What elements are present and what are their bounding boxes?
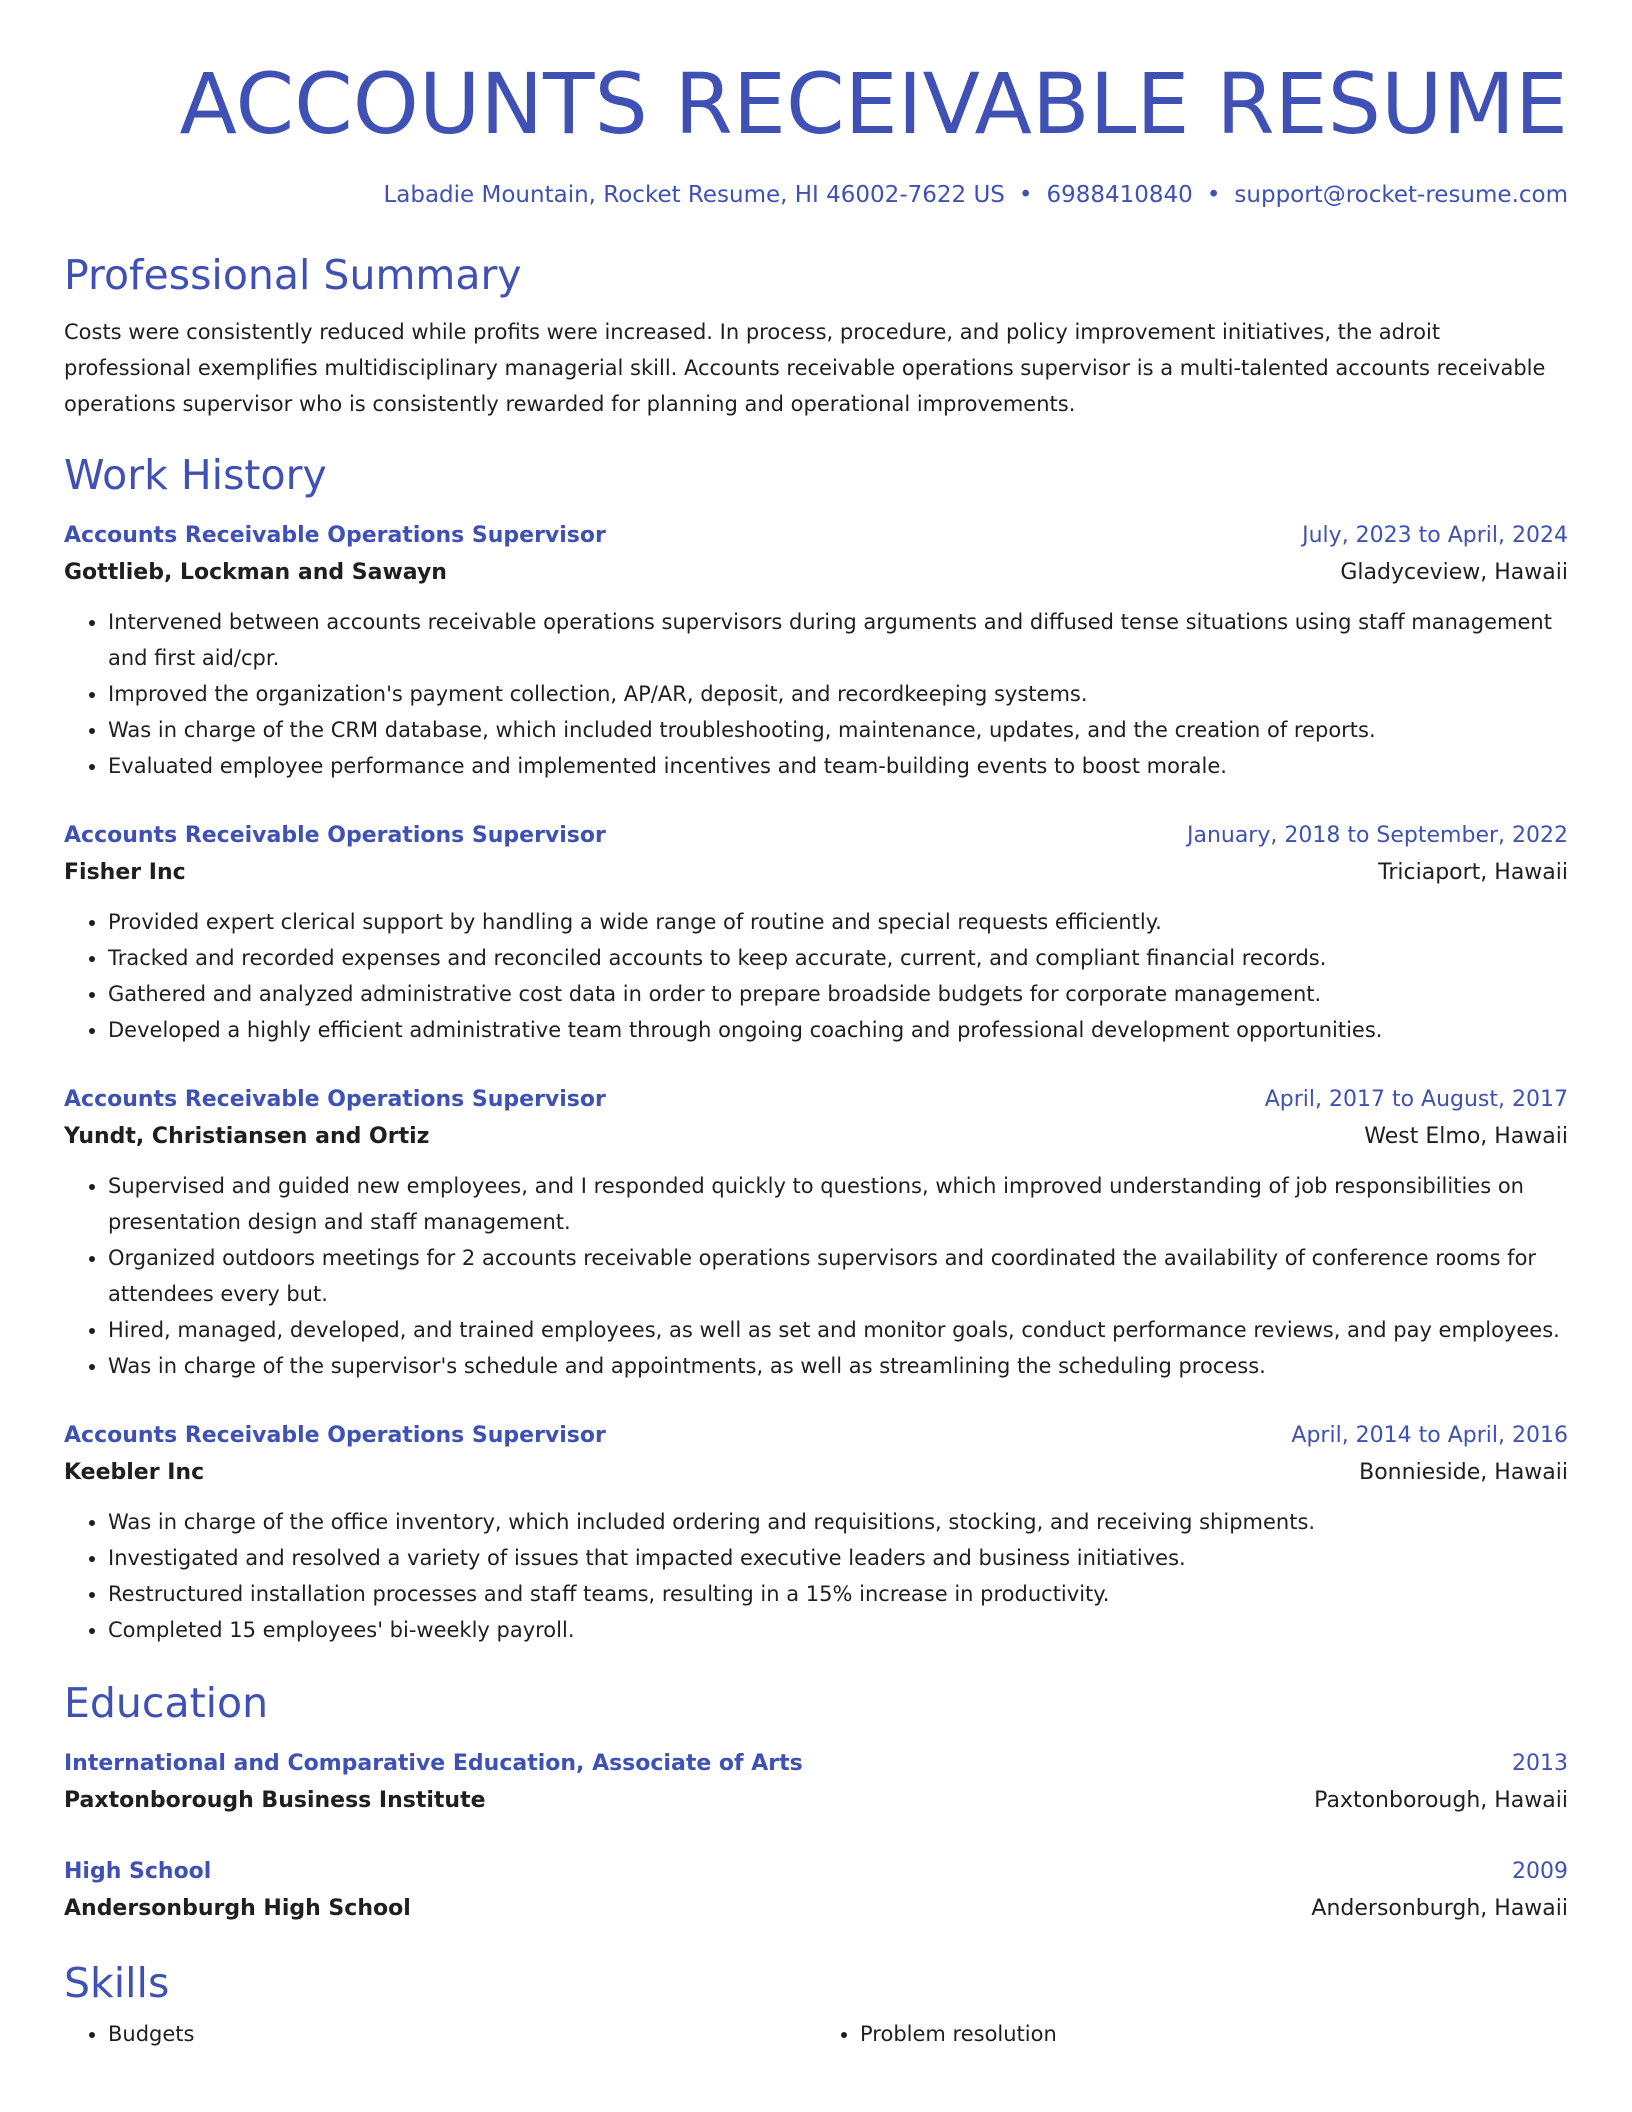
section-title-education: Education (64, 1679, 269, 1727)
job-bullet: • Provided expert clerical support by handling a wide range of routine and special requests efficiently. (108, 904, 1568, 940)
job-bullet: • Supervised and guided new employees, and I responded quickly to questions, which improved understanding of job responsibilities on presentation design and staff management. (108, 1168, 1568, 1240)
contact-email[interactable]: support@rocket-resume.com (1234, 182, 1568, 208)
education-school: Andersonburgh High School (64, 1896, 411, 1921)
job-bullet: • Evaluated employee performance and implemented incentives and team-building events to boost morale. (108, 748, 1568, 784)
job-bullet: • Was in charge of the supervisor's schedule and appointments, as well as streamlining the scheduling process. (108, 1348, 1568, 1384)
job-bullet: • Intervened between accounts receivable operations supervisors during arguments and diffused tense situations using staff management and first aid/cpr. (108, 604, 1568, 676)
education-degree: International and Comparative Education, Associate of Arts (64, 1751, 803, 1776)
job-entry (64, 1418, 1568, 1648)
education-school: Paxtonborough Business Institute (64, 1788, 486, 1813)
job-role: Accounts Receivable Operations Supervisor (64, 523, 606, 548)
job-bullets (64, 604, 1568, 784)
job-role: Accounts Receivable Operations Supervisor (64, 823, 606, 848)
job-location: Triciaport, Hawaii (1378, 860, 1568, 885)
job-dates: April, 2014 to April, 2016 (1291, 1423, 1568, 1448)
job-bullet: • Tracked and recorded expenses and reconciled accounts to keep accurate, current, and compliant financial records. (108, 940, 1568, 976)
resume-title: ACCOUNTS RECEIVABLE RESUME (179, 55, 1568, 153)
job-company: Keebler Inc (64, 1460, 205, 1485)
job-dates: January, 2018 to September, 2022 (1186, 823, 1568, 848)
job-bullet: • Was in charge of the CRM database, which included troubleshooting, maintenance, updates, and the creation of reports. (108, 712, 1568, 748)
section-title-summary: Professional Summary (64, 251, 522, 299)
education-entry (64, 1746, 1568, 1820)
education-year: 2013 (1512, 1751, 1568, 1776)
job-bullets (64, 904, 1568, 1048)
job-bullet: • Hired, managed, developed, and trained employees, as well as set and monitor goals, conduct performance reviews, and pay employees. (108, 1312, 1568, 1348)
job-bullet: • Completed 15 employees' bi-weekly payroll. (108, 1612, 1568, 1648)
job-bullets (64, 1504, 1568, 1648)
contact-line (64, 180, 1568, 210)
job-role: Accounts Receivable Operations Supervisor (64, 1087, 606, 1112)
education-location: Andersonburgh, Hawaii (1311, 1896, 1568, 1921)
job-bullet: • Organized outdoors meetings for 2 accounts receivable operations supervisors and coordinated the availability of conference rooms for attendees every but. (108, 1240, 1568, 1312)
contact-separator: • (1018, 182, 1033, 208)
section-title-skills: Skills (64, 1959, 170, 2007)
contact-phone: 6988410840 (1046, 182, 1193, 208)
job-bullets (64, 1168, 1568, 1384)
education-year: 2009 (1512, 1859, 1568, 1884)
summary-text: Costs were consistently reduced while profits were increased. In process, procedure, and policy improvement initiatives, the adroit professional exemplifies multidisciplinary managerial skill. Accounts receivable operations supervisor is a multi-talented accounts receivable operations supervisor who is consistently rewarded for planning and operational improvements. (64, 320, 1546, 416)
job-company: Fisher Inc (64, 860, 186, 885)
job-dates: July, 2023 to April, 2024 (1302, 523, 1568, 548)
job-bullet: • Investigated and resolved a variety of issues that impacted executive leaders and business initiatives. (108, 1540, 1568, 1576)
contact-address: Labadie Mountain, Rocket Resume, HI 46002-7622 US (383, 182, 1005, 208)
job-bullet: • Gathered and analyzed administrative cost data in order to prepare broadside budgets for corporate management. (108, 976, 1568, 1012)
job-dates: April, 2017 to August, 2017 (1264, 1087, 1568, 1112)
skills-list (64, 2016, 1568, 2052)
job-bullet: • Was in charge of the office inventory, which included ordering and requisitions, stocking, and receiving shipments. (108, 1504, 1568, 1540)
education-location: Paxtonborough, Hawaii (1314, 1788, 1568, 1813)
resume-header (64, 0, 1568, 210)
job-entry (64, 1082, 1568, 1384)
job-bullet: • Restructured installation processes and staff teams, resulting in a 15% increase in productivity. (108, 1576, 1568, 1612)
job-location: Gladyceview, Hawaii (1340, 560, 1568, 585)
job-company: Yundt, Christiansen and Ortiz (64, 1124, 430, 1149)
education-entry (64, 1854, 1568, 1928)
job-bullet: • Developed a highly efficient administrative team through ongoing coaching and professional development opportunities. (108, 1012, 1568, 1048)
job-role: Accounts Receivable Operations Supervisor (64, 1423, 606, 1448)
skills-column-right (816, 2016, 1568, 2052)
job-company: Gottlieb, Lockman and Sawayn (64, 560, 447, 585)
job-bullet: • Improved the organization's payment collection, AP/AR, deposit, and recordkeeping systems. (108, 676, 1568, 712)
skill-item: • Problem resolution (860, 2016, 1568, 2052)
contact-separator: • (1206, 182, 1221, 208)
education-degree: High School (64, 1859, 212, 1884)
skills-column-left (64, 2016, 816, 2052)
job-location: West Elmo, Hawaii (1364, 1124, 1568, 1149)
job-location: Bonnieside, Hawaii (1359, 1460, 1568, 1485)
section-title-work-history: Work History (64, 451, 327, 499)
skill-item: • Budgets (108, 2016, 816, 2052)
job-entry (64, 518, 1568, 784)
job-entry (64, 818, 1568, 1048)
